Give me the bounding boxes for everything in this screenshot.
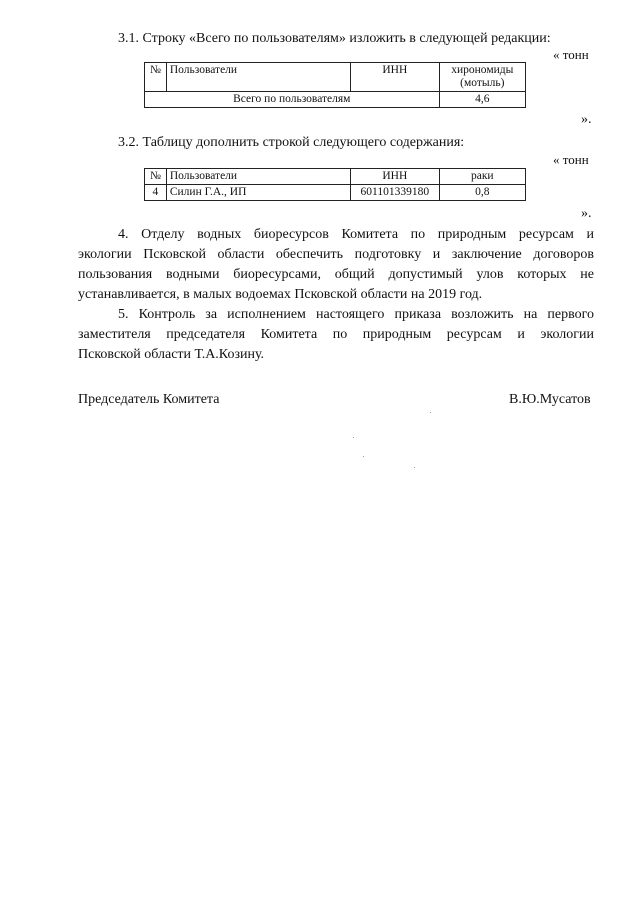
section-3-1-unit: « тонн <box>553 47 589 62</box>
section-3-1-intro: 3.1. Строку «Всего по пользователям» изложить в следующей редакции: <box>118 31 551 46</box>
row-cell-user: Силин Г.А., ИП <box>166 185 350 201</box>
header-cell-crayfish: раки <box>439 169 525 185</box>
header-cell-number: № <box>145 169 167 185</box>
header-cell-users: Пользователи <box>166 169 350 185</box>
total-value-cell: 4,6 <box>439 92 525 108</box>
header-cell-inn: ИНН <box>351 169 439 185</box>
header-cell-chironomids: хирономиды (мотыль) <box>439 63 525 92</box>
section-3-2-intro: 3.2. Таблицу дополнить строкой следующего содержания: <box>118 135 465 150</box>
table-header-row <box>145 63 526 92</box>
scan-speck <box>430 412 431 413</box>
section-3-2-unit: « тонн <box>553 152 589 167</box>
table-row <box>145 185 526 201</box>
header-cell-users: Пользователи <box>166 63 350 92</box>
paragraph-5-line-3: Псковской области Т.А.Козину. <box>78 347 265 362</box>
row-cell-number: 4 <box>145 185 167 201</box>
paragraph-5-line-1: 5. Контроль за исполнением настоящего приказа возложить на первого <box>118 307 594 322</box>
row-cell-inn: 601101339180 <box>351 185 439 201</box>
section-3-1-closing: ». <box>581 112 592 127</box>
paragraph-4-line-3: пользования водными биоресурсами, общий допустимый улов которых не <box>78 267 594 282</box>
paragraph-4-line-2: экологии Псковской области обеспечить подготовку и заключение договоров <box>78 247 594 262</box>
table-total-row <box>145 92 526 108</box>
header-cell-inn: ИНН <box>351 63 439 92</box>
scan-speck <box>353 437 354 438</box>
scan-speck <box>363 456 364 457</box>
paragraph-4-line-1: 4. Отделу водных биоресурсов Комитета по природным ресурсам и <box>118 227 594 242</box>
signature-position: Председатель Комитета <box>78 392 220 407</box>
scan-speck <box>414 467 415 468</box>
section-3-2-table <box>144 168 526 201</box>
row-cell-crayfish: 0,8 <box>439 185 525 201</box>
signature-name: В.Ю.Мусатов <box>509 392 591 407</box>
header-cell-number: № <box>145 63 167 92</box>
paragraph-5-line-2: заместителя председателя Комитета по природным ресурсам и экологии <box>78 327 594 342</box>
total-label-cell: Всего по пользователям <box>145 92 440 108</box>
paragraph-4-line-4: устанавливается, в малых водоемах Псковской области на 2019 год. <box>78 287 483 302</box>
section-3-1-table <box>144 62 526 108</box>
table-header-row <box>145 169 526 185</box>
section-3-2-closing: ». <box>581 206 592 221</box>
